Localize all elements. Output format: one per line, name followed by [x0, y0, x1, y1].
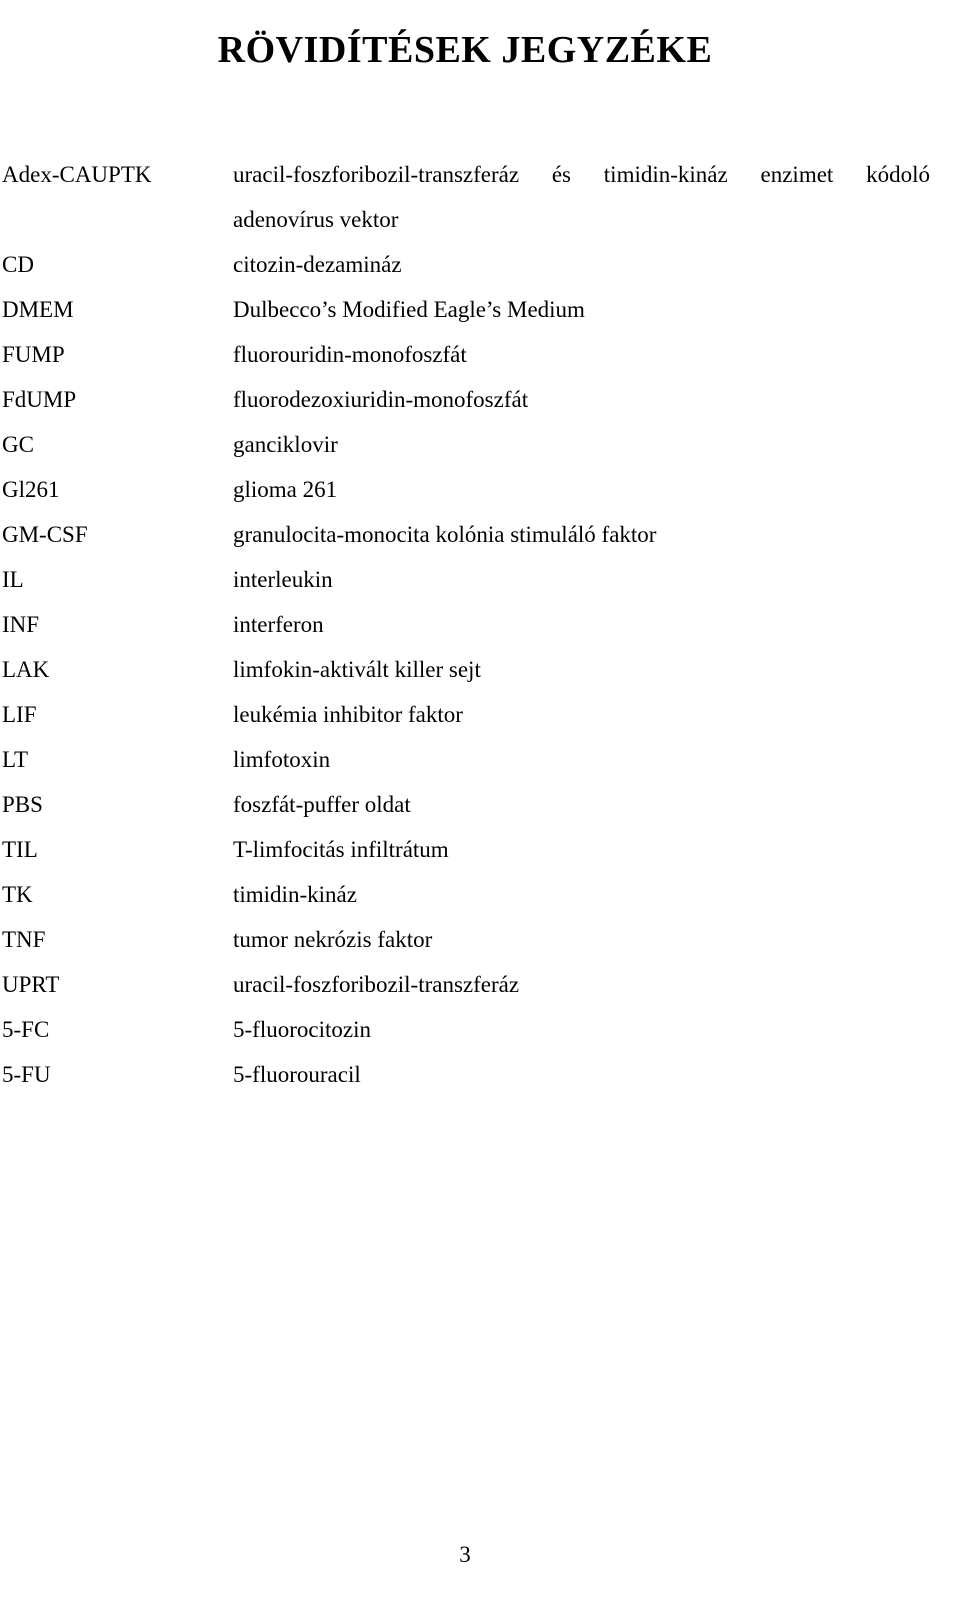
abbreviation-definition: fluorodezoxiuridin-monofoszfát: [233, 387, 529, 412]
abbreviation-definition: T-limfocitás infiltrátum: [233, 837, 449, 862]
abbreviation-term: UPRT: [2, 972, 60, 997]
abbreviation-term: IL: [2, 567, 24, 592]
abbreviation-term: FdUMP: [2, 387, 77, 412]
abbreviation-entry: [2, 737, 930, 782]
abbreviation-definition: foszfát-puffer oldat: [233, 792, 411, 817]
abbreviation-definition: ganciklovir: [233, 432, 338, 457]
abbreviation-definition: limfokin-aktivált killer sejt: [233, 657, 481, 682]
abbreviation-term: CD: [2, 252, 34, 277]
abbreviation-term: FUMP: [2, 342, 65, 367]
abbreviation-entry: [2, 647, 930, 692]
abbreviation-entry: [2, 332, 930, 377]
page-number: 3: [459, 1542, 471, 1567]
abbreviation-entry: [2, 827, 930, 872]
abbreviation-term: LIF: [2, 702, 37, 727]
abbreviation-term: 5-FU: [2, 1062, 51, 1087]
abbreviation-entry: [2, 1052, 930, 1097]
abbreviation-entry: [2, 962, 930, 1007]
definition-line: uracil-foszforibozil-transzferáz és timidin-kináz enzimet kódoló: [233, 162, 930, 187]
abbreviation-term: TNF: [2, 927, 46, 952]
abbreviation-entry: [2, 872, 930, 917]
abbreviation-entry: [2, 287, 930, 332]
abbreviation-term: PBS: [2, 792, 43, 817]
abbreviation-entry: [2, 1007, 930, 1052]
definition-line: adenovírus vektor: [233, 207, 399, 232]
abbreviation-definition: timidin-kináz: [233, 882, 357, 907]
abbreviation-entry: [2, 782, 930, 827]
abbreviation-term: GM-CSF: [2, 522, 88, 547]
abbreviation-definition: [233, 152, 930, 242]
abbreviation-definition: uracil-foszforibozil-transzferáz: [233, 972, 520, 997]
abbreviation-definition: limfotoxin: [233, 747, 331, 772]
abbreviation-term: LAK: [2, 657, 50, 682]
abbreviation-definition: leukémia inhibitor faktor: [233, 702, 463, 727]
abbreviation-entry: [2, 557, 930, 602]
abbreviation-entry: [2, 467, 930, 512]
abbreviation-definition: granulocita-monocita kolónia stimuláló faktor: [233, 522, 657, 547]
abbreviation-entry: [2, 152, 930, 242]
abbreviation-definition: glioma 261: [233, 477, 338, 502]
abbreviation-list: [2, 152, 930, 1097]
abbreviation-entry: [2, 242, 930, 287]
abbreviation-entry: [2, 377, 930, 422]
abbreviation-definition: Dulbecco’s Modified Eagle’s Medium: [233, 297, 585, 322]
abbreviation-definition: fluorouridin-monofoszfát: [233, 342, 467, 367]
abbreviation-definition: interferon: [233, 612, 324, 637]
page-title: RÖVIDÍTÉSEK JEGYZÉKE: [217, 29, 713, 72]
abbreviation-term: DMEM: [2, 297, 74, 322]
abbreviation-term: 5-FC: [2, 1017, 50, 1042]
abbreviation-entry: [2, 422, 930, 467]
abbreviation-term: Adex-CAUPTK: [2, 162, 152, 187]
abbreviation-term: GC: [2, 432, 34, 457]
abbreviation-entry: [2, 512, 930, 557]
abbreviation-definition: citozin-dezamináz: [233, 252, 402, 277]
abbreviation-entry: [2, 602, 930, 647]
abbreviation-entry: [2, 692, 930, 737]
abbreviation-definition: 5-fluorouracil: [233, 1062, 361, 1087]
abbreviation-definition: 5-fluorocitozin: [233, 1017, 371, 1042]
abbreviation-definition: tumor nekrózis faktor: [233, 927, 433, 952]
abbreviation-definition: interleukin: [233, 567, 333, 592]
abbreviation-term: Gl261: [2, 477, 60, 502]
abbreviation-term: LT: [2, 747, 28, 772]
abbreviation-term: TIL: [2, 837, 38, 862]
abbreviation-term: TK: [2, 882, 33, 907]
abbreviation-term: INF: [2, 612, 40, 637]
abbreviation-entry: [2, 917, 930, 962]
